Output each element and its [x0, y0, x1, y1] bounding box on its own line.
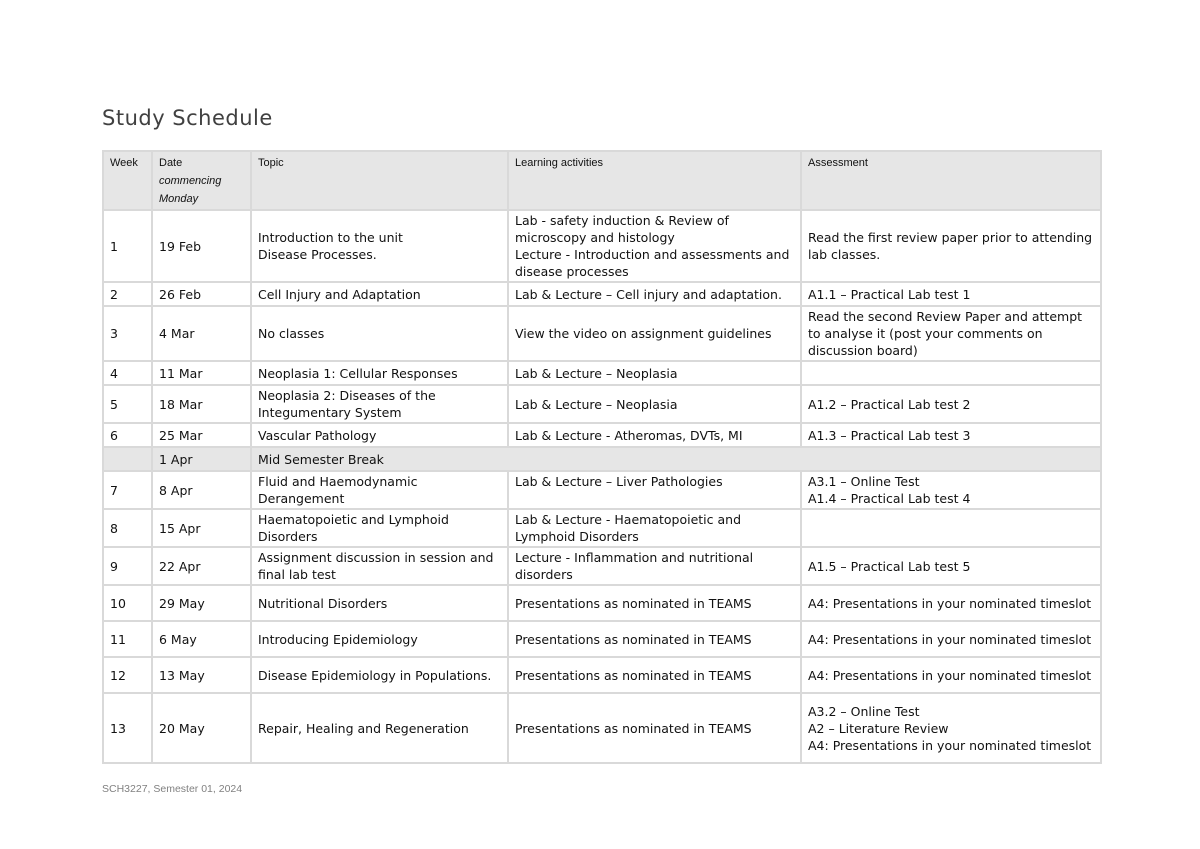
cell-topic-line: Introduction to the unit [258, 230, 403, 245]
cell-topic [251, 585, 508, 621]
cell-week: 8 [103, 509, 152, 547]
cell-assessment-line: A4: Presentations in your nominated timeslot [808, 667, 1092, 683]
cell-topic [251, 621, 508, 657]
cell-activities [508, 693, 801, 763]
cell-topic-line: Cell Injury and Adaptation [258, 286, 421, 302]
header-assessment: Assessment [801, 151, 1101, 210]
cell-date: 4 Mar [152, 306, 251, 361]
cell-assessment-line: A1.5 – Practical Lab test 5 [808, 558, 971, 574]
cell-topic [251, 471, 508, 509]
cell-topic-line: Disease Processes. [258, 247, 377, 262]
cell-assessment [801, 585, 1101, 621]
cell-activities-line: Lab & Lecture – Cell injury and adaptation. [515, 286, 782, 302]
cell-week: 3 [103, 306, 152, 361]
cell-topic [251, 385, 508, 423]
cell-activities [508, 306, 801, 361]
cell-topic-line: Assignment discussion in session and final lab test [258, 550, 494, 582]
header-topic: Topic [251, 151, 508, 210]
cell-week: 6 [103, 423, 152, 447]
cell-activities [508, 471, 801, 509]
cell-activities [508, 361, 801, 385]
cell-topic-line: Fluid and Haemodynamic Derangement [258, 474, 418, 506]
cell-assessment-line: A1.1 – Practical Lab test 1 [808, 286, 971, 302]
break-label: Mid Semester Break [251, 447, 1101, 471]
cell-assessment [801, 385, 1101, 423]
cell-week: 2 [103, 282, 152, 306]
cell-activities-line: Presentations as nominated in TEAMS [515, 720, 752, 736]
table-row [103, 423, 1101, 447]
table-row [103, 657, 1101, 693]
table-row [103, 471, 1101, 509]
cell-assessment [801, 693, 1101, 763]
cell-week: 1 [103, 210, 152, 282]
cell-activities [508, 585, 801, 621]
header-date-label: Date [159, 157, 183, 169]
cell-date: 20 May [152, 693, 251, 763]
cell-assessment [801, 210, 1101, 282]
cell-assessment-line: A4: Presentations in your nominated timeslot [808, 631, 1092, 647]
cell-topic [251, 210, 508, 282]
table-row [103, 585, 1101, 621]
cell-assessment [801, 471, 1101, 509]
cell-topic-line: Vascular Pathology [258, 427, 377, 443]
table-body [103, 210, 1101, 763]
header-activities: Learning activities [508, 151, 801, 210]
cell-week: 5 [103, 385, 152, 423]
cell-topic-line: Haematopoietic and Lymphoid Disorders [258, 512, 449, 544]
cell-week: 4 [103, 361, 152, 385]
cell-activities [508, 282, 801, 306]
cell-activities-line: Presentations as nominated in TEAMS [515, 667, 752, 683]
cell-topic [251, 509, 508, 547]
cell-topic [251, 282, 508, 306]
table-row [103, 509, 1101, 547]
cell-assessment-line: A3.1 – Online Test [808, 474, 920, 489]
cell-date: 8 Apr [152, 471, 251, 509]
study-schedule-table [102, 150, 1102, 764]
cell-assessment-line: Read the second Review Paper and attempt to analyse it (post your comments on discussion board) [808, 309, 1083, 358]
cell-topic-line: Repair, Healing and Regeneration [258, 720, 469, 736]
cell-activities [508, 621, 801, 657]
cell-topic-line: Disease Epidemiology in Populations. [258, 667, 492, 683]
cell-date: 18 Mar [152, 385, 251, 423]
cell-topic [251, 547, 508, 585]
cell-date: 13 May [152, 657, 251, 693]
cell-week: 13 [103, 693, 152, 763]
cell-week: 10 [103, 585, 152, 621]
cell-date: 22 Apr [152, 547, 251, 585]
cell-date: 25 Mar [152, 423, 251, 447]
cell-date: 11 Mar [152, 361, 251, 385]
cell-topic [251, 693, 508, 763]
cell-activities-line: Lab & Lecture - Atheromas, DVTs, MI [515, 427, 743, 443]
cell-activities [508, 210, 801, 282]
cell-week: 12 [103, 657, 152, 693]
header-date-sub: commencing Monday [159, 175, 222, 205]
page-footer: SCH3227, Semester 01, 2024 [102, 783, 243, 795]
cell-activities-line: Lab & Lecture - Haematopoietic and Lymphoid Disorders [515, 512, 742, 544]
cell-date: 26 Feb [152, 282, 251, 306]
cell-assessment [801, 282, 1101, 306]
table-row [103, 282, 1101, 306]
cell-date: 29 May [152, 585, 251, 621]
table-row [103, 621, 1101, 657]
cell-assessment [801, 657, 1101, 693]
cell-assessment-line: A3.2 – Online Test [808, 703, 920, 719]
header-week: Week [103, 151, 152, 210]
header-date [152, 151, 251, 210]
cell-assessment [801, 423, 1101, 447]
break-week-cell [103, 447, 152, 471]
table-header-row [103, 151, 1101, 210]
cell-topic [251, 361, 508, 385]
cell-activities-line: Lab - safety induction & Review of microscopy and histology [515, 213, 729, 245]
page-title: Study Schedule [102, 106, 273, 130]
cell-activities [508, 385, 801, 423]
cell-week: 9 [103, 547, 152, 585]
cell-assessment-line: A1.2 – Practical Lab test 2 [808, 396, 971, 412]
cell-activities-line: Presentations as nominated in TEAMS [515, 631, 752, 647]
cell-activities [508, 657, 801, 693]
cell-topic-line: Neoplasia 2: Diseases of the Integumentary System [258, 388, 436, 420]
cell-assessment [801, 621, 1101, 657]
cell-activities-line: Lecture - Introduction and assessments and disease processes [515, 247, 790, 279]
cell-activities-line: Lab & Lecture – Liver Pathologies [515, 474, 723, 489]
cell-activities [508, 547, 801, 585]
cell-week: 11 [103, 621, 152, 657]
cell-topic-line: No classes [258, 326, 325, 341]
cell-assessment-line: A1.3 – Practical Lab test 3 [808, 427, 971, 443]
table-row [103, 693, 1101, 763]
cell-topic-line: Nutritional Disorders [258, 595, 388, 611]
table-row [103, 361, 1101, 385]
cell-topic [251, 306, 508, 361]
break-date-cell: 1 Apr [152, 447, 251, 471]
cell-assessment-line: A4: Presentations in your nominated timeslot [808, 737, 1092, 753]
cell-activities-line: Lab & Lecture – Neoplasia [515, 365, 678, 381]
cell-assessment-line: A4: Presentations in your nominated timeslot [808, 595, 1092, 611]
cell-date: 15 Apr [152, 509, 251, 547]
cell-assessment-line: A2 – Literature Review [808, 720, 949, 736]
cell-topic [251, 423, 508, 447]
table-row [103, 385, 1101, 423]
cell-assessment [801, 547, 1101, 585]
cell-date: 19 Feb [152, 210, 251, 282]
cell-assessment [801, 361, 1101, 385]
cell-topic-line: Introducing Epidemiology [258, 631, 418, 647]
cell-topic-line: Neoplasia 1: Cellular Responses [258, 365, 458, 381]
table-row [103, 306, 1101, 361]
cell-activities-line: Lab & Lecture – Neoplasia [515, 396, 678, 412]
cell-assessment-line: A1.4 – Practical Lab test 4 [808, 491, 971, 506]
cell-assessment [801, 306, 1101, 361]
cell-assessment-line: Read the first review paper prior to attending lab classes. [808, 230, 1093, 262]
cell-activities-line: Lecture - Inflammation and nutritional disorders [515, 550, 754, 582]
cell-activities [508, 423, 801, 447]
cell-activities-line: Presentations as nominated in TEAMS [515, 595, 752, 611]
cell-activities-line: View the video on assignment guidelines [515, 326, 772, 341]
mid-semester-break-row [103, 447, 1101, 471]
table-row [103, 547, 1101, 585]
cell-date: 6 May [152, 621, 251, 657]
table-row [103, 210, 1101, 282]
cell-assessment [801, 509, 1101, 547]
cell-week: 7 [103, 471, 152, 509]
cell-topic [251, 657, 508, 693]
cell-activities [508, 509, 801, 547]
